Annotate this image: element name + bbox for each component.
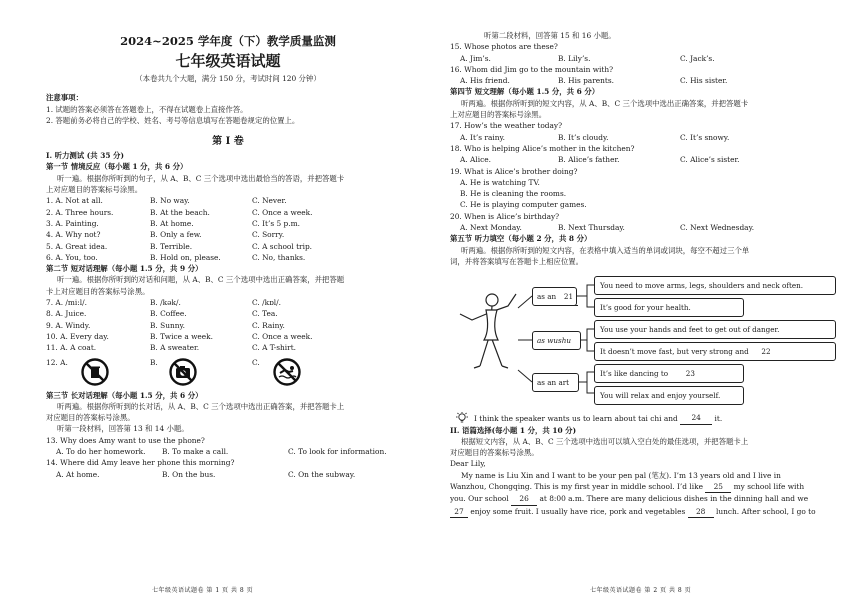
label-as-an xyxy=(532,287,577,306)
letter-text: enjoy some fruit. I usually have rice, pork and vegetables xyxy=(470,506,686,516)
option: 9. A. Windy. xyxy=(46,320,91,330)
option-12a xyxy=(46,357,150,387)
question-row xyxy=(46,308,410,319)
question-row xyxy=(46,218,410,229)
letter-line: My name is Liu Xin and I want to be your pen pal (笔友). I’m 13 years old and I live in xyxy=(461,470,781,480)
no-swimming-sign-icon xyxy=(272,357,302,387)
letter-text: at 8:00 a.m. There are many delicious dishes in the dinning hall and we xyxy=(539,494,809,504)
option: B. To make a call. xyxy=(162,447,229,457)
section-instructions: 卡上对应题目的答案标号涂黑。 xyxy=(46,286,150,296)
section-instructions: 上对应题目的答案标号涂黑。 xyxy=(46,185,143,195)
option: A. Jim’s. xyxy=(460,53,491,63)
info-box xyxy=(594,276,836,295)
question-row xyxy=(46,207,410,218)
no-littering-sign-icon xyxy=(80,357,110,387)
label-as-an-art xyxy=(532,373,579,392)
conclusion-text: I think the speaker wants us to learn about tai chi and xyxy=(474,413,678,423)
label-text: as an xyxy=(537,292,557,302)
section-instructions: 听一遍。根据你所听到的句子，从 A、B、C 三个选项中选出最恰当的答语，并把答题卡 xyxy=(57,173,345,183)
question-row xyxy=(450,53,838,64)
option: A. To do her homework. xyxy=(56,447,146,457)
section-instructions: 听两遍。根据你所听到的长对话，从 A、B、C 三个选项中选出正确答案，并把答题卡上 xyxy=(57,401,345,411)
option: B. Alice’s father. xyxy=(558,155,620,165)
question-stem: 16. Whom did Jim go to the mountain with? xyxy=(450,64,614,74)
conclusion-line xyxy=(450,412,838,424)
question-group-1-6 xyxy=(46,195,410,263)
section-instructions: 听两遍。根据你所听到的短文内容，在表格中填入适当的单词或词块，每空不超过三个单 xyxy=(461,245,750,255)
info-text: You will relax and enjoy yourself. xyxy=(600,391,721,401)
info-box xyxy=(594,320,836,339)
letter-text: lunch. After school, I go to xyxy=(716,506,816,516)
info-box xyxy=(594,364,744,383)
no-photography-sign-icon xyxy=(168,357,198,387)
part-heading: II. 语篇选择(每小题 1 分，共 10 分) xyxy=(450,425,577,435)
question-group-7-11 xyxy=(46,297,410,353)
answer-blank-27[interactable]: 27 xyxy=(450,506,468,518)
answer-blank-28[interactable]: 28 xyxy=(688,506,714,518)
notice-heading: 注意事项： xyxy=(46,93,83,103)
option: B. At home. xyxy=(150,218,194,228)
option: C. Never. xyxy=(252,196,287,206)
question-stem: 13. Why does Amy want to use the phone? xyxy=(46,435,205,445)
option: C. It’s 5 p.m. xyxy=(252,218,300,228)
option-12c xyxy=(252,357,354,387)
tai-chi-figure-icon xyxy=(460,294,516,368)
section-instructions: 上对应题目的答案标号涂黑。 xyxy=(450,110,547,120)
answer-blank-25[interactable]: 25 xyxy=(705,481,731,493)
section-heading: 第五节 听力填空（每小题 2 分，共 8 分） xyxy=(450,234,592,244)
question-stem: 20. When is Alice’s birthday? xyxy=(450,211,560,221)
material-note: 听第二段材料，回答第 15 和 16 小题。 xyxy=(484,31,616,40)
option: A. Next Monday. xyxy=(460,223,522,233)
answer-blank-23[interactable]: 23 xyxy=(670,365,710,383)
option-label: B. xyxy=(150,357,158,367)
info-box xyxy=(594,386,744,405)
option: A. He is watching TV. xyxy=(460,177,540,187)
option: C. On the subway. xyxy=(288,469,356,479)
page-footer: 七年级英语试题卷 第 2 页 共 8 页 xyxy=(590,587,692,594)
option: C. Next Wednesday. xyxy=(680,223,755,233)
question-row xyxy=(46,229,410,240)
section-instructions: 对应题目的答案标号涂黑。 xyxy=(46,413,135,423)
question-row xyxy=(46,342,410,353)
letter-text: you. Our school xyxy=(450,494,509,504)
answer-blank-26[interactable]: 26 xyxy=(511,493,537,505)
exam-note: （本卷共九个大题，满分 150 分，考试时间 120 分钟） xyxy=(135,74,321,83)
question-row xyxy=(46,195,410,206)
option: A. It’s rainy. xyxy=(460,132,506,142)
option: C. Tea. xyxy=(252,309,278,319)
option: 5. A. Great idea. xyxy=(46,241,108,251)
option-12b xyxy=(150,357,252,387)
label-text: as wushu xyxy=(537,336,571,346)
option: C. His sister. xyxy=(680,76,728,86)
option: 11. A. A coat. xyxy=(46,343,97,353)
lightbulb-icon xyxy=(454,412,470,424)
conclusion-text-end: it. xyxy=(714,413,723,423)
option: B. On the bus. xyxy=(162,469,216,479)
info-text: It’s good for your health. xyxy=(600,303,691,313)
question-stem: 18. Who is helping Alice’s mother in the kitchen? xyxy=(450,143,635,153)
label-text: as an art xyxy=(537,378,570,388)
option: C. He is playing computer games. xyxy=(460,200,587,210)
question-row xyxy=(46,320,410,331)
option: B. Next Thursday. xyxy=(558,223,625,233)
option: 8. A. Juice. xyxy=(46,309,87,319)
option: C. Once a week. xyxy=(252,207,313,217)
question-row xyxy=(450,222,838,233)
info-text: You need to move arms, legs, shoulders and neck often. xyxy=(600,281,804,291)
option: C. A T-shirt. xyxy=(252,343,297,353)
option: B. He is cleaning the rooms. xyxy=(460,189,567,199)
info-text: It doesn’t move fast, but very strong and xyxy=(600,347,749,357)
question-row xyxy=(46,297,410,308)
question-row xyxy=(450,75,838,86)
option: B. His parents. xyxy=(558,76,614,86)
option: B. Only a few. xyxy=(150,230,202,240)
option: 1. A. Not at all. xyxy=(46,196,103,206)
question-row xyxy=(450,132,838,143)
option: B. Twice a week. xyxy=(150,331,214,341)
answer-blank-22[interactable]: 22 xyxy=(751,343,781,361)
option: B. Coffee. xyxy=(150,309,187,319)
letter-greeting: Dear Lily, xyxy=(450,459,486,469)
option: 2. A. Three hours. xyxy=(46,207,114,217)
question-stem: 17. How’s the weather today? xyxy=(450,121,563,131)
option: C. /kɒl/. xyxy=(252,298,281,308)
letter-text: Wanzhou, Chongqing. This is my first year in middle school. I’d like xyxy=(450,482,703,492)
tai-chi-diagram xyxy=(450,270,838,410)
section-instructions: 词，并将答案填写在答题卡上相应位置。 xyxy=(450,256,584,266)
section-heading: 第三节 长对话理解（每小题 1.5 分，共 6 分） xyxy=(46,390,203,400)
volume-heading: 第 I 卷 xyxy=(212,136,244,148)
question-row xyxy=(450,154,838,165)
exam-page-right xyxy=(430,0,860,608)
info-box xyxy=(594,298,744,317)
question-row xyxy=(46,252,410,263)
info-text: It’s like dancing to xyxy=(600,369,669,379)
question-stem: 19. What is Alice’s brother doing? xyxy=(450,166,578,176)
material-note: 听第一段材料，回答第 13 和 14 小题。 xyxy=(57,424,189,434)
option: B. It’s cloudy. xyxy=(558,132,609,142)
question-row xyxy=(46,331,410,342)
option: B. A sweater. xyxy=(150,343,200,353)
option: 10. A. Every day. xyxy=(46,331,109,341)
question-row xyxy=(46,446,410,457)
option: C. Rainy. xyxy=(252,320,285,330)
page-footer: 七年级英语试题卷 第 1 页 共 8 页 xyxy=(152,587,254,594)
option: C. No, thanks. xyxy=(252,252,306,262)
section-instructions: 对应题目的答案标号涂黑。 xyxy=(450,448,539,458)
option: C. It’s snowy. xyxy=(680,132,730,142)
option: B. No way. xyxy=(150,196,190,206)
option: A. At home. xyxy=(56,469,100,479)
option: A. His friend. xyxy=(460,76,510,86)
option: C. Jack’s. xyxy=(680,53,715,63)
exam-subject: 七年级英语试题 xyxy=(175,52,281,70)
option: C. Alice’s sister. xyxy=(680,155,740,165)
exam-title: 2024~2025 学年度（下）教学质量监测 xyxy=(120,34,336,48)
section-heading: 第四节 短文理解（每小题 1.5 分，共 6 分） xyxy=(450,87,600,97)
question-stem: 14. Where did Amy leave her phone this morning? xyxy=(46,458,235,468)
section-instructions: 根据短文内容，从 A、B、C 三个选项中选出可以填入空白处的最佳选项，并把答题卡上 xyxy=(461,436,749,446)
section-heading: 第二节 短对话理解（每小题 1.5 分，共 9 分） xyxy=(46,264,203,274)
option: B. Sunny. xyxy=(150,320,186,330)
option: 3. A. Painting. xyxy=(46,218,99,228)
option: C. Once a week. xyxy=(252,331,313,341)
option-label: 12. A. xyxy=(46,357,68,367)
notice-item: 1. 试题的答案必须答在答题卷上，不得在试题卷上直接作答。 xyxy=(46,104,248,114)
info-box xyxy=(594,342,836,361)
section-instructions: 听两遍。根据你所听到的短文内容，从 A、B、C 三个选项中选出正确答案，并把答题卡 xyxy=(461,98,749,108)
answer-blank-21[interactable]: 21 xyxy=(558,288,578,306)
option: B. Lily’s. xyxy=(558,53,591,63)
question-row xyxy=(46,469,410,480)
option: B. /kək/. xyxy=(150,298,181,308)
question-row xyxy=(46,241,410,252)
option: 4. A. Why not? xyxy=(46,230,101,240)
option: 6. A. You, too. xyxy=(46,252,98,262)
letter-line xyxy=(450,506,838,518)
part-heading: I. 听力测试 (共 35 分) xyxy=(46,151,124,161)
option: A. Alice. xyxy=(460,155,491,165)
letter-line xyxy=(450,481,838,493)
option: B. At the beach. xyxy=(150,207,210,217)
section-heading: 第一节 情境反应（每小题 1 分，共 6 分） xyxy=(46,162,188,172)
option: B. Hold on, please. xyxy=(150,252,221,262)
label-as-wushu xyxy=(532,331,581,350)
option-label: C. xyxy=(252,357,260,367)
option: 7. A. /mi:l/. xyxy=(46,298,87,308)
info-text: You use your hands and feet to get out of danger. xyxy=(600,325,780,335)
letter-line xyxy=(450,493,838,505)
option: C. To look for information. xyxy=(288,447,387,457)
notice-item: 2. 答题前务必将自己的学校、姓名、考号等信息填写在答题卷规定的位置上。 xyxy=(46,115,300,125)
question-stem: 15. Whose photos are these? xyxy=(450,42,558,52)
answer-blank-24[interactable]: 24 xyxy=(680,412,712,424)
question-12-pictures xyxy=(46,354,410,390)
section-instructions: 听一遍。根据你所听到的对话和问题，从 A、B、C 三个选项中选出正确答案，并把答题 xyxy=(57,275,345,285)
letter-text: my school life with xyxy=(733,482,805,492)
option: C. Sorry. xyxy=(252,230,285,240)
option: B. Terrible. xyxy=(150,241,193,251)
option: C. A school trip. xyxy=(252,241,313,251)
